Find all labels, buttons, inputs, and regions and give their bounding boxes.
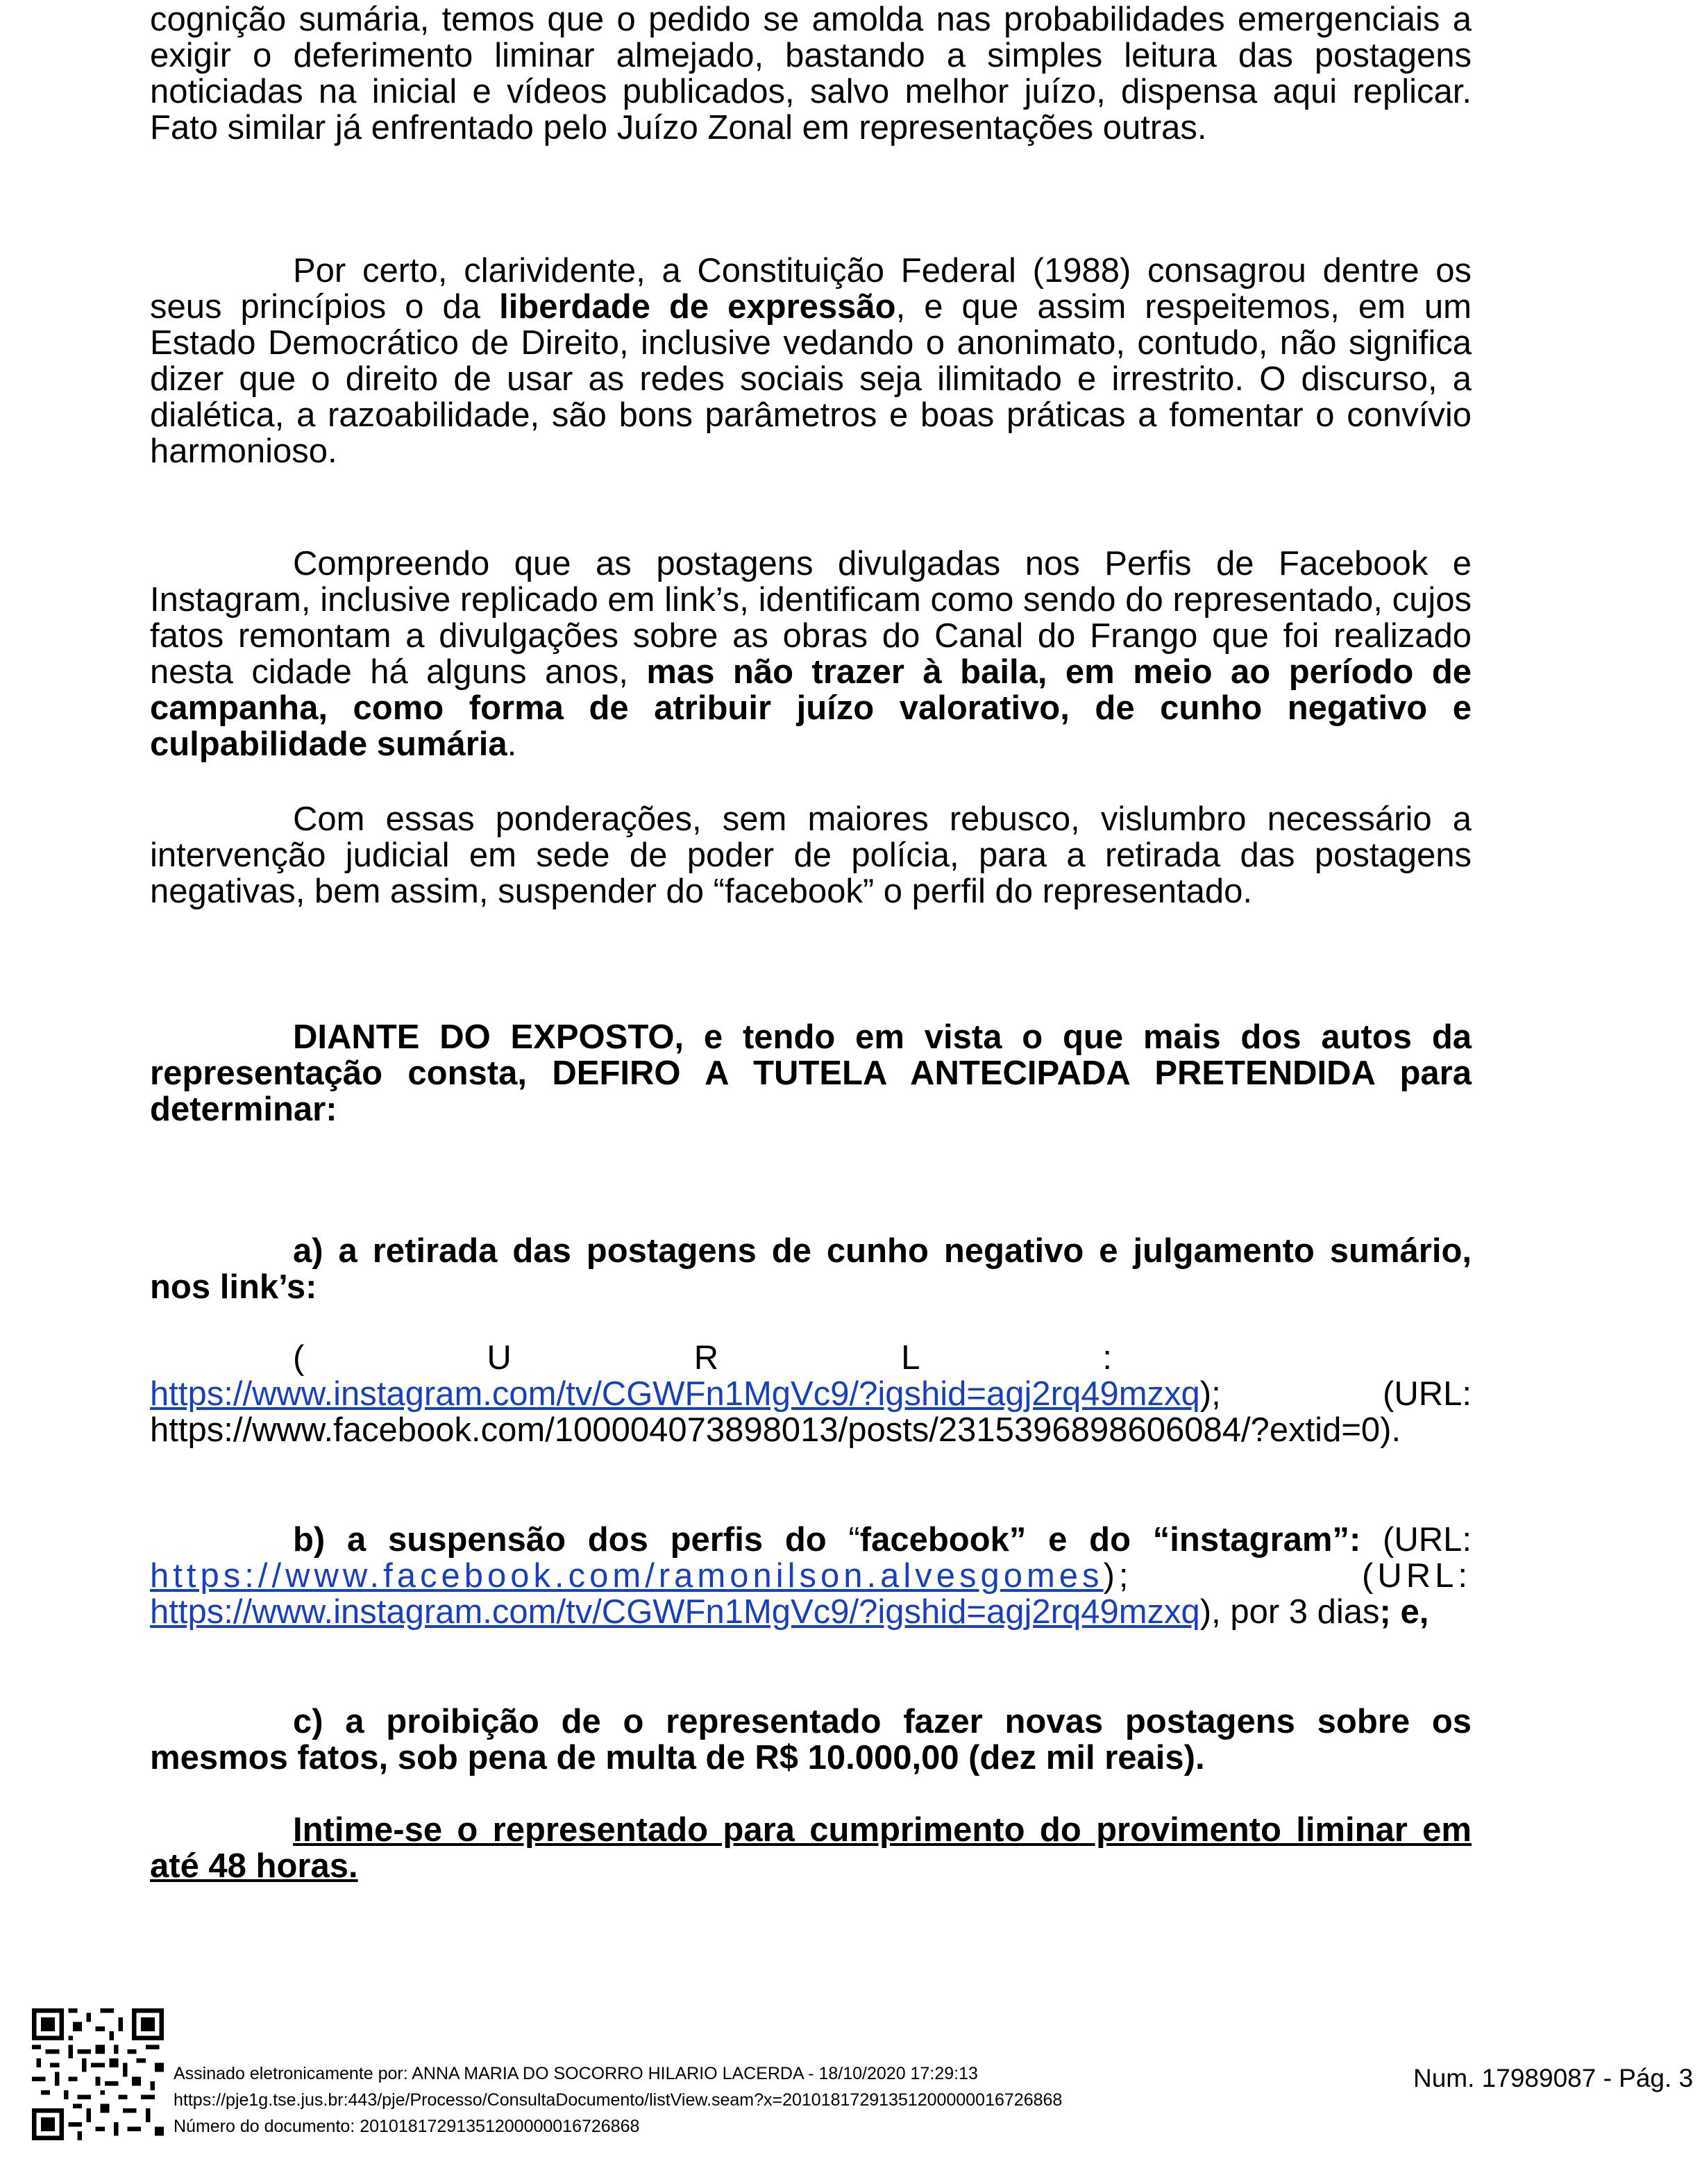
url-label-spread: [293, 1340, 1112, 1376]
paragraph-constituicao: [150, 253, 1472, 469]
paragraph-intime-se-text: Intime-se o representado para cumprimento do provimento liminar em até 48 horas.: [150, 1811, 1472, 1885]
paragraph-cognicao-text: cognição sumária, temos que o pedido se amolda nas probabilidades emergenciais a exigir o deferimento liminar almejado, bastando a simples leitura das postagens noticiadas na inicial e vídeos publicados, salvo melhor juízo, dispensa aqui replicar. Fato similar já enfrentado pelo Juízo Zonal em representações outras.: [150, 1, 1472, 146]
paragraph-ponderacoes-text: Com essas ponderações, sem maiores rebusco, vislumbro necessário a intervenção judicial em sede de poder de polícia, para a retirada das postagens negativas, bem assim, suspender do “facebook” o perfil do representado.: [150, 800, 1472, 910]
document-url: https://pje1g.tse.jus.br:443/pje/Processo/ConsultaDocumento/listView.seam?x=20101817291351200000016726868: [174, 2090, 1063, 2110]
item-b-text-b: facebook” e do “instagram”:: [859, 1521, 1361, 1559]
paragraph-ponderacoes: [150, 801, 1472, 909]
paragraph-diante-do-exposto: [150, 1019, 1472, 1127]
document-footer: [0, 2003, 1702, 2184]
paragraph-compreendo-bold: mas não trazer à baila, em meio ao período de campanha, como forma de atribuir juízo valorativo, de cunho negativo e culpabilidade sumária: [150, 653, 1472, 763]
paragraph-compreendo-text-a: Compreendo que as postagens divulgadas nos Perfis de Facebook e Instagram, inclusive replicado em link’s, identificam como sendo do representado, cujos fatos remontam a divulgações sobre as obras do Canal do Frango que foi realizado nesta cidade há alguns anos,: [150, 545, 1472, 691]
url-char-0: (: [293, 1339, 305, 1377]
paragraph-compreendo: [150, 546, 1472, 762]
page-number: Num. 17989087 - Pág. 3: [1413, 2064, 1694, 2092]
item-a-retirada-text: a) a retirada das postagens de cunho negativo e julgamento sumário, nos link’s:: [150, 1232, 1472, 1306]
item-a-links-rest: ); (URL: https://www.facebook.com/100004073898013/posts/2315396898606084/?extid=0).: [150, 1375, 1472, 1449]
paragraph-compreendo-text-c: .: [507, 725, 517, 763]
item-b-text-e: ), por 3 dias: [1199, 1593, 1380, 1631]
item-b-text-f: ; e,: [1379, 1593, 1429, 1631]
liberdade-de-expressao-bold: liberdade de expressão: [499, 288, 896, 326]
item-b-text-a: b) a suspensão dos perfis do: [293, 1521, 849, 1559]
paragraph-intime-se: [150, 1812, 1472, 1884]
paragraph-constituicao-text-a: Por certo, clarividente, a Constituição Federal (1988) consagrou dentre os seus princípios o da: [150, 252, 1472, 326]
url-char-2: R: [693, 1339, 719, 1377]
item-b-suspensao: [150, 1522, 1472, 1630]
paragraph-cognicao: [150, 1, 1472, 146]
url-char-3: L: [901, 1339, 920, 1377]
paragraph-diante-do-exposto-text: DIANTE DO EXPOSTO, e tendo em vista o que mais dos autos da representação consta, DEFIRO A TUTELA ANTECIPADA PRETENDIDA para determinar:: [150, 1018, 1472, 1128]
item-a-links: [150, 1340, 1472, 1448]
item-b-open-quote: “: [848, 1521, 860, 1559]
item-b-text-d: ); (URL:: [1103, 1557, 1472, 1595]
qr-code-icon: [32, 2008, 164, 2140]
item-a-links-body: [150, 1376, 1472, 1448]
instagram-post-link[interactable]: https://www.instagram.com/tv/CGWFn1MgVc9/?igshid=agj2rq49mzxq: [150, 1375, 1200, 1413]
instagram-profile-link[interactable]: https://www.instagram.com/tv/CGWFn1MgVc9/?igshid=agj2rq49mzxq: [150, 1593, 1200, 1631]
signature-line: Assinado eletronicamente por: ANNA MARIA DO SOCORRO HILARIO LACERDA - 18/10/2020 17:29:13: [174, 2064, 978, 2083]
facebook-profile-link[interactable]: https://www.facebook.com/ramonilson.alvesgomes: [150, 1557, 1104, 1595]
document-number: Número do documento: 20101817291351200000016726868: [174, 2117, 640, 2136]
item-c-proibicao: [150, 1704, 1472, 1776]
item-b-text-c: (URL:: [1360, 1521, 1472, 1559]
item-a-retirada: [150, 1233, 1472, 1305]
url-char-1: U: [487, 1339, 512, 1377]
paragraph-constituicao-text-c: , e que assim respeitemos, em um Estado Democrático de Direito, inclusive vedando o anonimato, contudo, não significa dizer que o direito de usar as redes sociais seja ilimitado e irrestrito. O discurso, a dialética, a razoabilidade, são bons parâmetros e boas práticas a fomentar o convívio harmonioso.: [150, 288, 1472, 470]
url-char-4: :: [1102, 1339, 1112, 1377]
item-c-text: c) a proibição de o representado fazer novas postagens sobre os mesmos fatos, sob pena de multa de R$ 10.000,00 (dez mil reais).: [150, 1703, 1472, 1776]
